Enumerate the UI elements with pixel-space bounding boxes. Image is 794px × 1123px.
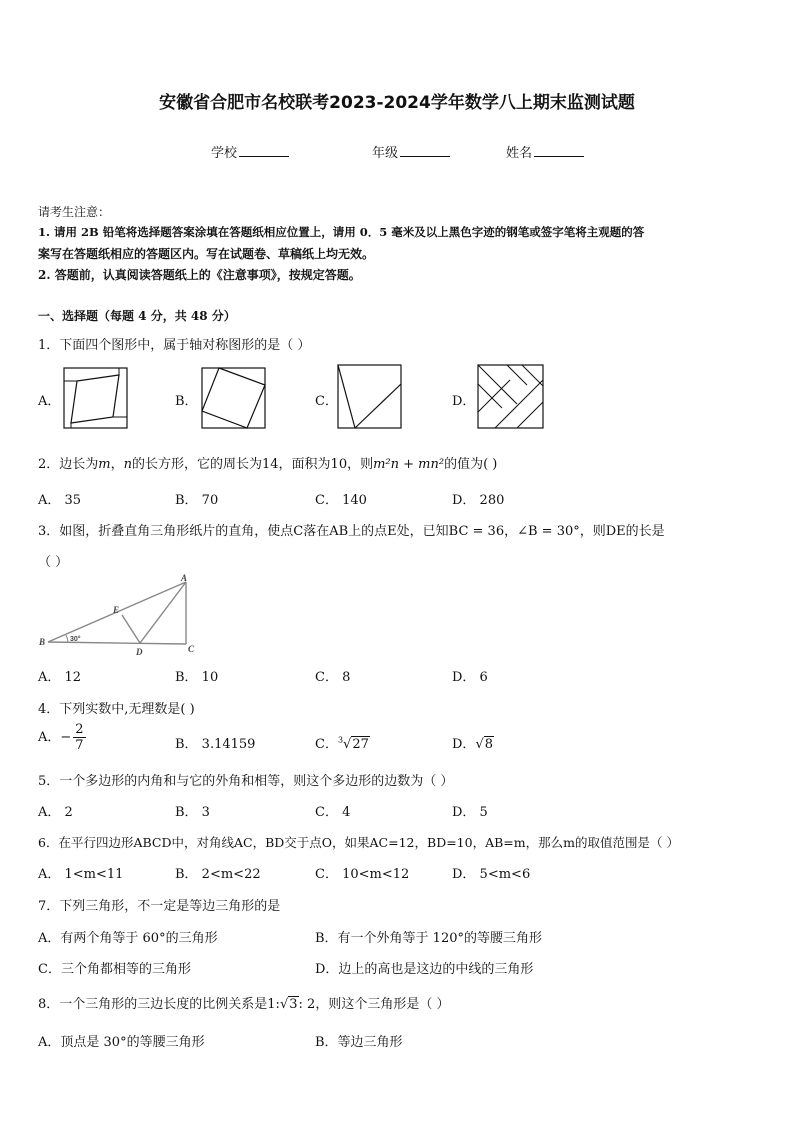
q4-option-a[interactable]: [38, 722, 86, 753]
q4-option-c[interactable]: C．$^3$√27: [315, 735, 369, 752]
q6-option-a[interactable]: A． 1<m<11: [38, 867, 124, 882]
name-blank[interactable]: [534, 144, 584, 157]
q2-var-m: m: [98, 457, 111, 472]
school-field[interactable]: [211, 142, 289, 161]
q8-option-a[interactable]: A．顶点是 30°的等腰三角形: [38, 1035, 205, 1050]
notice-line2: 2. 答题前，认真阅读答题纸上的《注意事项》，按规定答题。: [38, 268, 361, 282]
q5-option-c[interactable]: C． 4: [315, 805, 351, 820]
q5-stem: 5．一个多边形的内角和与它的外角和相等，则这个多边形的边数为（ ）: [38, 774, 454, 789]
q2-option-b[interactable]: B． 70: [175, 493, 219, 508]
school-blank[interactable]: [239, 144, 289, 157]
q1-label-c[interactable]: C．: [315, 394, 338, 409]
q1-figure-b: [201, 367, 267, 430]
q6-stem: 6．在平行四边形ABCD中，对角线AC，BD交于点O，如果AC=12，BD=10，AB=m，那么m的取值范围是（ ）: [38, 835, 679, 850]
q7-option-a[interactable]: A．有两个角等于 60°的三角形: [38, 931, 218, 946]
q2-stem-a: 2．边长为: [38, 457, 99, 472]
q8-stem-b: ，则这个三角形是（ ）: [315, 997, 450, 1012]
q5-option-b[interactable]: B． 3: [175, 805, 210, 820]
grade-label: 年级: [372, 146, 399, 161]
q7-option-b[interactable]: B．有一个外角等于 120°的等腰三角形: [315, 931, 542, 946]
fig-label-c: C: [188, 644, 195, 654]
grade-field[interactable]: [372, 142, 450, 161]
school-label: 学校: [211, 146, 238, 161]
q6-option-c[interactable]: C． 10<m<12: [315, 867, 410, 882]
notice-line1b: 案写在答题纸相应的答题区内。写在试题卷、草稿纸上均无效。: [38, 247, 375, 261]
name-field[interactable]: [506, 142, 584, 161]
q2-option-a[interactable]: A． 35: [38, 493, 82, 508]
fig-label-a: A: [181, 573, 188, 583]
q1-stem: 1．下面四个图形中，属于轴对称图形的是（ ）: [38, 338, 311, 353]
fig-angle-label: 30°: [70, 636, 81, 643]
q8-ratio-a: 1:: [267, 997, 280, 1012]
q1-figure-d: [477, 364, 545, 430]
q4-cube-index: 3: [337, 735, 344, 745]
q2-expression: m²n + mn²: [373, 457, 445, 472]
q2-stem: [38, 453, 497, 472]
q3-option-d[interactable]: D． 6: [452, 670, 488, 685]
q1-figure-c: [337, 364, 403, 430]
q5-option-d[interactable]: D． 5: [452, 805, 488, 820]
q3-answer-paren: （ ）: [38, 555, 69, 570]
q4-option-a-prefix: A．−: [38, 730, 72, 745]
q2-stem-c: 的值为( ): [444, 457, 498, 472]
q1-figure-a: [63, 367, 129, 430]
q1-label-a[interactable]: A．: [38, 394, 61, 409]
q7-option-c[interactable]: C．三个角都相等的三角形: [38, 962, 191, 977]
name-label: 姓名: [506, 146, 533, 161]
q4-fraction-den: 7: [75, 738, 84, 753]
fig-label-e: E: [113, 605, 120, 615]
fig-label-b: B: [39, 637, 46, 647]
page-title: 安徽省合肥市名校联考2023-2024学年数学八上期末监测试题: [159, 93, 635, 113]
q2-option-d[interactable]: D． 280: [452, 493, 505, 508]
notice-heading: 请考生注意：: [38, 205, 111, 219]
q8-stem-a: 8．一个三角形的三边长度的比例关系是: [38, 997, 268, 1012]
q7-stem: 7．下列三角形，不一定是等边三角形的是: [38, 899, 281, 914]
grade-blank[interactable]: [400, 144, 450, 157]
q1-label-b[interactable]: B．: [175, 394, 198, 409]
q7-option-d[interactable]: D．边上的高也是这边的中线的三角形: [315, 962, 534, 977]
q3-option-c[interactable]: C． 8: [315, 670, 351, 685]
q4-stem: 4．下列实数中,无理数是( ): [38, 702, 195, 717]
q1-label-d[interactable]: D．: [452, 394, 476, 409]
q3-option-b[interactable]: B． 10: [175, 670, 219, 685]
q4-fraction-num: 2: [75, 722, 84, 737]
q8-ratio-b: : 2: [298, 997, 316, 1012]
q4-option-d[interactable]: D．√8: [452, 737, 494, 752]
q2-comma: ，: [110, 457, 124, 472]
q6-option-b[interactable]: B． 2<m<22: [175, 867, 261, 882]
q8-stem: 8．一个三角形的三边长度的比例关系是1:√3: 2，则这个三角形是（ ）: [38, 997, 450, 1012]
notice-line1a: 1. 请用 2B 铅笔将选择题答案涂填在答题纸相应位置上，请用 0．5 毫米及以上黑色字迹的钢笔或签字笔将主观题的答: [38, 225, 645, 239]
q4-option-b[interactable]: B． 3.14159: [175, 737, 256, 752]
q2-var-n: n: [123, 457, 132, 472]
q3-figure: [36, 572, 206, 660]
q2-option-c[interactable]: C． 140: [315, 493, 367, 508]
q8-ratio-radicand: 3: [289, 997, 298, 1012]
q3-stem: 3．如图，折叠直角三角形纸片的直角，使点C落在AB上的点E处，已知BC = 36，∠B = 30°，则DE的长是: [38, 524, 665, 539]
q8-option-b[interactable]: B．等边三角形: [315, 1035, 403, 1050]
q5-option-a[interactable]: A． 2: [38, 805, 73, 820]
q4-sqrt-radicand: 8: [484, 737, 494, 752]
fig-label-d: D: [136, 647, 143, 657]
q4-fraction: [73, 722, 85, 753]
q4-option-c-prefix: C．: [315, 737, 338, 752]
q2-stem-b: 的长方形，它的周长为14，面积为10，则: [132, 457, 374, 472]
q6-option-d[interactable]: D． 5<m<6: [452, 867, 531, 882]
section-heading: 一、选择题（每题 4 分，共 48 分）: [38, 309, 236, 323]
q4-cube-radicand: 27: [352, 737, 369, 752]
q3-option-a[interactable]: A． 12: [38, 670, 82, 685]
q4-option-d-prefix: D．: [452, 737, 476, 752]
